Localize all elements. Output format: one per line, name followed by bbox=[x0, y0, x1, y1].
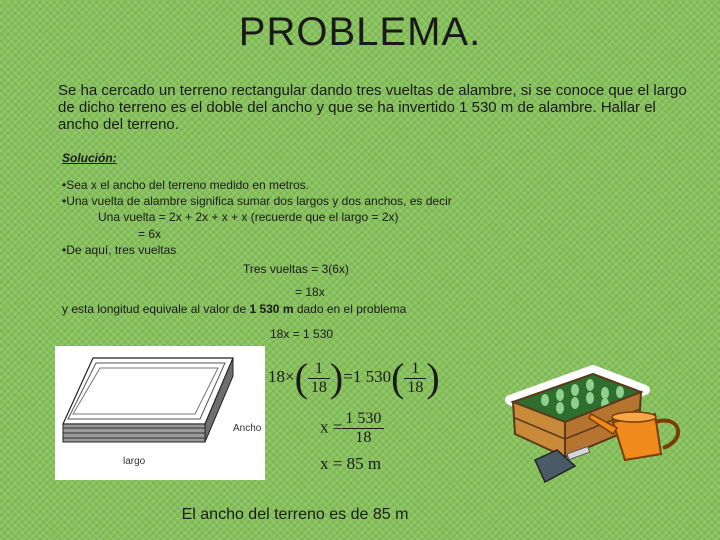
fraction-2 bbox=[404, 360, 426, 397]
fraction-2-den: 18 bbox=[407, 378, 424, 396]
solution-line-6: Tres vueltas = 3(6x) bbox=[243, 262, 349, 276]
equation-block bbox=[268, 355, 448, 476]
solution-line-7: = 18x bbox=[295, 285, 325, 299]
solution-line-2: •Una vuelta de alambre significa sumar dos largos y dos anchos, es decir bbox=[62, 194, 452, 208]
fraction-3-den: 18 bbox=[355, 429, 372, 446]
fraction-1 bbox=[308, 360, 330, 397]
seed-basket-illustration bbox=[505, 362, 695, 497]
equation-3: x = 85 m bbox=[320, 454, 382, 473]
conclusion: El ancho del terreno es de 85 m bbox=[181, 506, 409, 523]
solution-line-1: •Sea x el ancho del terreno medido en metros. bbox=[62, 178, 310, 192]
terrain-figure bbox=[55, 346, 265, 480]
solution-line-8 bbox=[62, 302, 406, 316]
fraction-2-num: 1 bbox=[404, 360, 426, 379]
eq2-left: x = bbox=[320, 417, 343, 437]
line-8-bold: 1 530 m bbox=[249, 302, 294, 316]
line-8-prefix: y esta longitud equivale al valor de bbox=[62, 302, 250, 316]
solution-line-9: 18x = 1 530 bbox=[270, 327, 334, 341]
paren-open-2: ( bbox=[391, 355, 405, 400]
fraction-3-num: 1 530 bbox=[342, 410, 384, 429]
page-title: PROBLEMA. bbox=[238, 10, 482, 54]
fraction-3 bbox=[342, 410, 384, 447]
terrain-drawing bbox=[55, 346, 265, 480]
largo-label: largo bbox=[123, 456, 146, 467]
eq1-mid: =1 530 bbox=[343, 366, 392, 386]
fraction-1-num: 1 bbox=[308, 360, 330, 379]
line-8-suffix: dado en el problema bbox=[293, 302, 407, 316]
solution-line-4: = 6x bbox=[138, 227, 162, 241]
solution-line-5: •De aquí, tres vueltas bbox=[62, 243, 177, 257]
solution-heading: Solución: bbox=[62, 151, 117, 165]
paren-open: ( bbox=[294, 355, 308, 400]
paren-close-2: ) bbox=[426, 355, 440, 400]
paren-close: ) bbox=[329, 355, 344, 400]
fraction-1-den: 18 bbox=[310, 378, 327, 396]
equation-2 bbox=[320, 410, 384, 447]
problem-statement: Se ha cercado un terreno rectangular dando tres vueltas de alambre, si se conoce que el largo de dicho terreno es el doble del ancho y que se ha invertido 1 530 m de alambre. Hallar el ancho del terreno. bbox=[58, 82, 687, 133]
equation-1 bbox=[268, 355, 440, 400]
eq1-left: 18× bbox=[268, 366, 295, 386]
solution-line-3: Una vuelta = 2x + 2x + x + x (recuerde que el largo = 2x) bbox=[98, 210, 399, 224]
ancho-label: Ancho bbox=[233, 423, 262, 434]
